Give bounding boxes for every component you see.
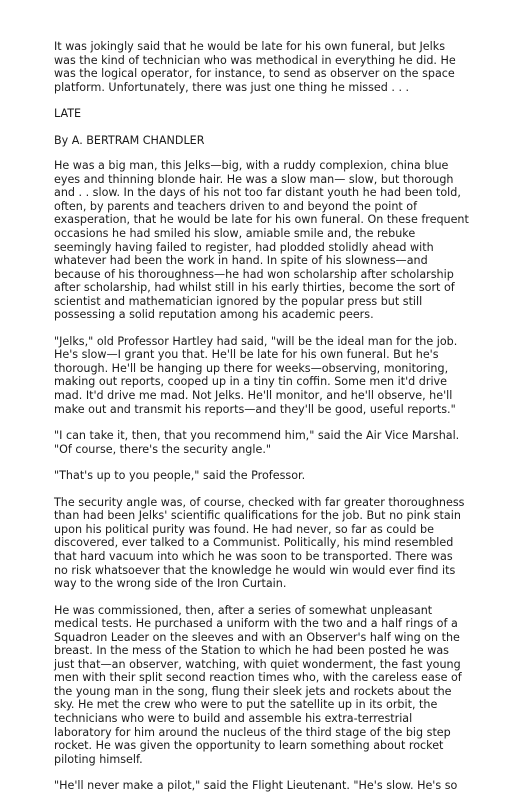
body-paragraph: "That's up to you people," said the Professor.: [54, 469, 306, 483]
body-paragraph: He was commissioned, then, after a series of somewhat unpleasant medical tests. He purchased a uniform with the two and a half rings of a Squadron Leader on the sleeves and with an Observer's half wing on the breast. In the mess of the Station to which he had been posted he was just that—an observer, watching, with quiet wonderment, the fast young men with their split second reaction times who, with the careless ease of the young man in the song, flung their sleek jets and rockets about the sky. He met the crew who were to put the satellite up in its orbit, the technicians who were to build and assemble his extra-terrestrial laboratory for him around the nucleus of the third stage of the big step rocket. He was given the opportunity to learn something about rocket piloting himself.: [54, 603, 462, 766]
body-paragraph: He was a big man, this Jelks—big, with a ruddy complexion, china blue eyes and thinning blonde hair. He was a slow man— slow, but thorough and . . slow. In the days of his not too far distant youth he had been told, often, by parents and teachers driven to and beyond the point of exasperation, that he would be late for his own funeral. On these frequent occasions he had smiled his slow, amiable smile and, the rebuke seemingly having failed to register, had plodded stolidly ahead with whatever had been the work in hand. In spite of his slowness—and because of his thoroughness—he had won scholarship after scholarship after scholarship, had whilst still in his early thirties, become the sort of scientist and mathematician ignored by the popular press but still possessing a solid reputation among his academic peers.: [54, 159, 469, 322]
body-paragraph: "Jelks," old Professor Hartley had said, "will be the ideal man for the job. He's slow—I grant you that. He'll be late for his own funeral. But he's thorough. He'll be hanging up there for weeks—observing, monitoring, making out reports, cooped up in a tiny tin coffin. Some men it'd drive mad. It'd drive me mad. Not Jelks. He'll monitor, and he'll observe, he'll make out and transmit his reports—and they'll be good, useful reports.": [54, 334, 458, 416]
body-paragraph: "I can take it, then, that you recommend him," said the Air Vice Marshal. "Of course, there's the security angle.": [54, 429, 460, 456]
body-paragraph: The security angle was, of course, checked with far greater thoroughness than had been Jelks' scientific qualifications for the job. But no pink stain upon his political purity was found. He had never, so far as could be discovered, ever talked to a Communist. Politically, his mind resembled that hard vacuum into which he was soon to be transported. There was no risk whatsoever that the knowledge he would win would ever find its way to the wrong side of the Iron Curtain.: [54, 495, 465, 591]
story-title: LATE: [54, 107, 82, 121]
body-paragraph: "He'll never make a pilot," said the Flight Lieutenant. "He's slow. He's so: [54, 779, 458, 793]
intro-paragraph: It was jokingly said that he would be late for his own funeral, but Jelks was the kind of technician who was methodical in everything he did. He was the logical operator, for instance, to send as observer on the space platform. Unfortunately, there was just one thing he missed . . .: [54, 40, 456, 94]
author-byline: By A. BERTRAM CHANDLER: [54, 133, 205, 147]
